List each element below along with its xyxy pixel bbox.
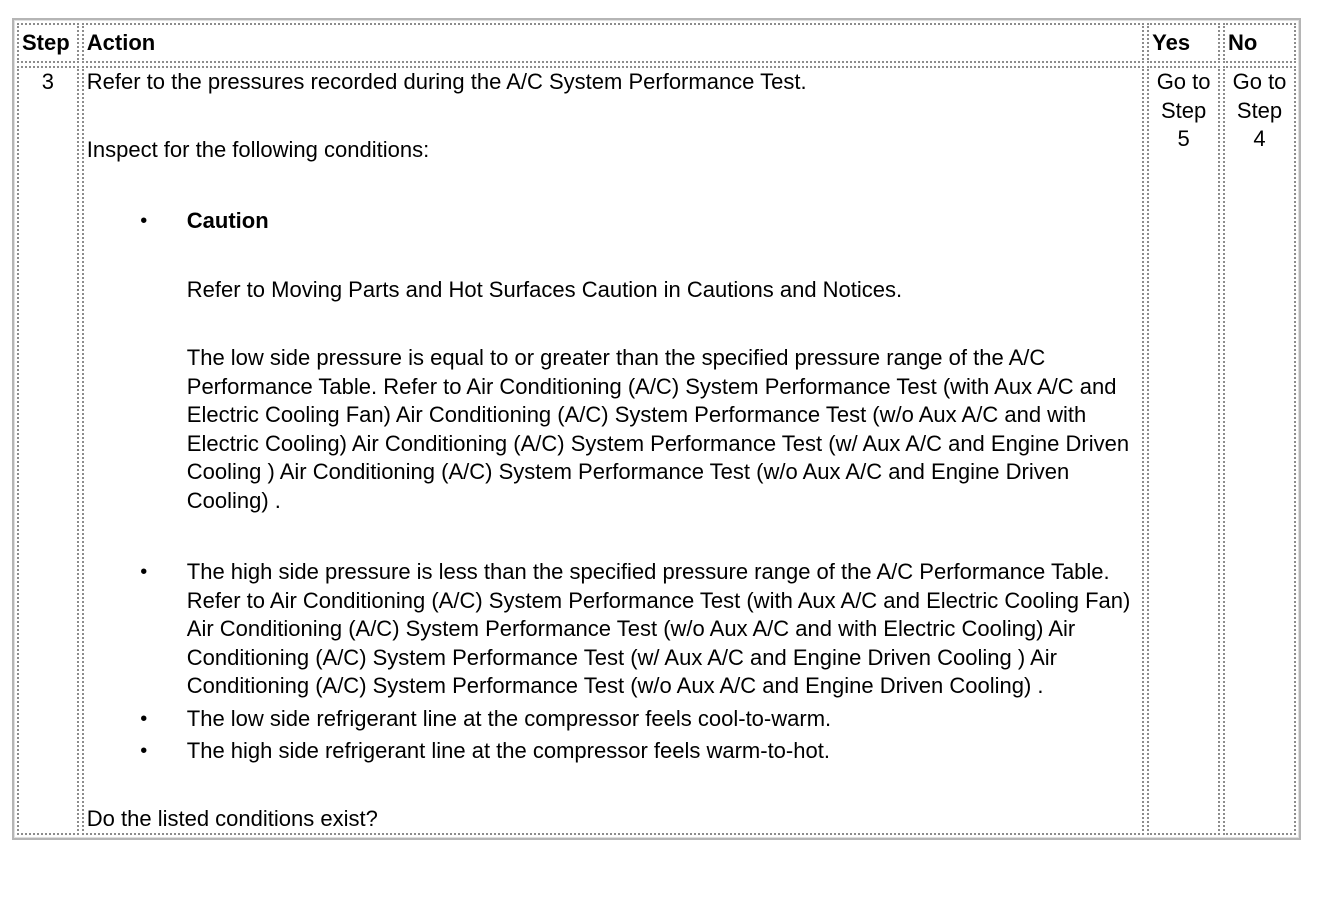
no-result [1223,66,1296,835]
list-item [87,558,1139,701]
header-yes: Yes [1147,23,1220,63]
conditions-list [87,207,1139,766]
condition-text: The low side refrigerant line at the compressor feels cool-to-warm. [186,705,832,731]
bullet-icon: • [140,740,148,762]
list-item [87,207,1139,515]
yes-result [1147,66,1220,835]
header-step: Step [17,23,79,63]
bullet-icon: • [140,210,148,232]
no-step-number: 4 [1253,126,1266,151]
header-no: No [1223,23,1296,63]
intro-text: Refer to the pressures recorded during the A/C System Performance Test. [86,69,807,94]
list-spacer [87,515,1139,558]
list-item [87,705,1139,734]
table-header-row [17,23,1296,63]
diagnostic-table [12,18,1301,840]
bullet-icon: • [140,707,148,730]
table-row [17,66,1296,835]
header-action: Action [82,23,1144,63]
condition-text: The high side refrigerant line at the compressor feels warm-to-hot. [186,738,830,763]
caution-note: Refer to Moving Parts and Hot Surfaces Caution in Cautions and Notices. [186,276,903,302]
action-cell [82,66,1144,835]
yes-step-label: Step [1160,97,1207,123]
no-step-label: Step [1236,97,1283,123]
bullet-icon: • [140,561,148,583]
caution-title: Caution [186,208,269,233]
yes-goto-label: Go to [1156,69,1211,94]
list-item [87,737,1139,766]
yes-step-number: 5 [1177,126,1190,151]
question-text: Do the listed conditions exist? [86,805,378,831]
condition-text: The high side pressure is less than the specified pressure range of the A/C Performance Table. Refer to Air Conditioning (A/C) System Performance Test (with Aux A/C and Electric Cooling Fan) Air Conditioning (A/C) System Performance Test (w/o Aux A/C and with Electric Cooling) Air Conditioning (A/C) System Performance Test (w/ Aux A/C and Engine Driven Cooling ) Air Conditioning (A/C) System Performance Test (w/o Aux A/C and Engine Driven Cooling) . [186,559,1131,698]
no-goto-label: Go to [1232,69,1287,94]
condition-text: The low side pressure is equal to or greater than the specified pressure range of the A/C Performance Table. Refer to Air Conditioning (A/C) System Performance Test (with Aux A/C and Electric Cooling Fan) Air Conditioning (A/C) System Performance Test (w/o Aux A/C and with Electric Cooling) Air Conditioning (A/C) System Performance Test (w/ Aux A/C and Engine Driven Cooling ) Air Conditioning (A/C) System Performance Test (w/o Aux A/C and Engine Driven Cooling) . [186,345,1130,513]
step-number: 3 [17,66,79,835]
inspect-text: Inspect for the following conditions: [86,136,430,162]
